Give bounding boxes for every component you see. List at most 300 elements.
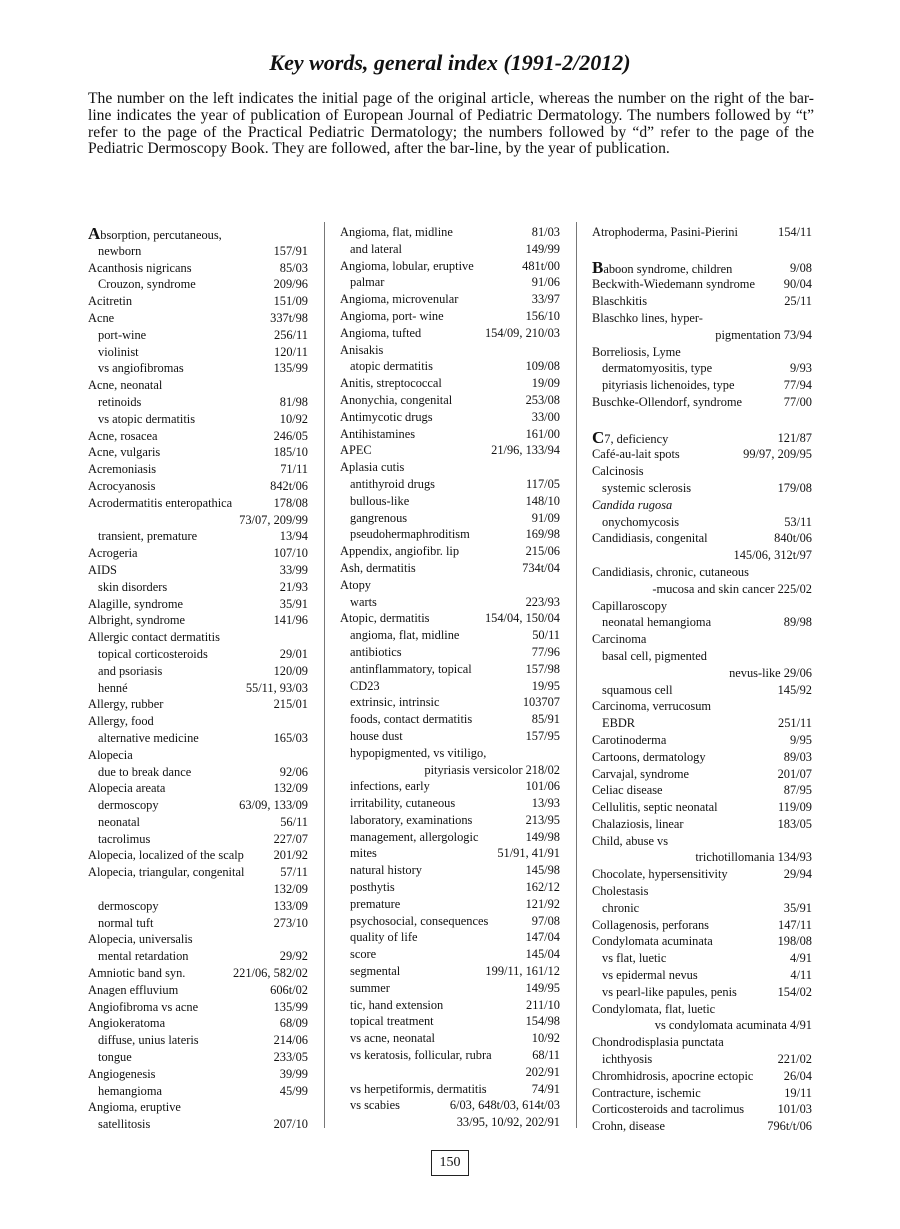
entry-term: Anisakis [340, 342, 384, 357]
entry-reference: 179/08 [777, 480, 812, 495]
section-initial: C [592, 427, 605, 447]
index-entry [592, 1051, 812, 1068]
entry-reference: nevus-like 29/06 [729, 665, 812, 680]
entry-reference: 223/93 [525, 594, 560, 609]
index-entry [340, 778, 560, 795]
entry-term: hypopigmented, vs vitiligo, [350, 745, 487, 760]
index-entry [88, 847, 308, 864]
entry-term: Café-au-lait spots [592, 447, 680, 462]
index-entry [340, 711, 560, 728]
page-title: Key words, general index (1991-2/2012) [269, 50, 631, 75]
entry-term: Acrodermatitis enteropathica [88, 495, 233, 510]
entry-term: mites [350, 846, 377, 861]
index-entry [88, 461, 308, 478]
entry-term: Acrogeria [88, 546, 138, 561]
entry-term: Angioma, tufted [340, 325, 422, 340]
entry-reference: 51/91, 41/91 [497, 846, 560, 861]
index-entry [592, 682, 812, 699]
index-entry [88, 1015, 308, 1032]
entry-term: irritability, cutaneous [350, 796, 456, 811]
entry-reference: 4/11 [790, 968, 812, 983]
entry-term: foods, contact dermatitis [350, 712, 473, 727]
entry-reference: 21/93 [279, 579, 308, 594]
entry-term: Angiokeratoma [88, 1016, 166, 1031]
index-entry [340, 493, 560, 510]
index-entry [88, 797, 308, 814]
entry-reference: 21/96, 133/94 [491, 443, 560, 458]
index-entry [88, 663, 308, 680]
entry-reference: 154/11 [778, 225, 812, 239]
index-entry [340, 661, 560, 678]
entry-term: Candidiasis, congenital [592, 531, 708, 546]
index-entry [340, 291, 560, 308]
entry-term: Crohn, disease [592, 1119, 665, 1134]
index-entry [88, 764, 308, 781]
index-entry [340, 1097, 560, 1114]
entry-reference: 337t/98 [270, 310, 308, 325]
entry-reference: 246/05 [273, 428, 308, 443]
entry-term: Angiofibroma vs acne [88, 999, 199, 1014]
index-entry [88, 999, 308, 1016]
index-entry [592, 984, 812, 1001]
entry-term: ichthyosis [602, 1052, 653, 1067]
entry-term: port-wine [98, 327, 147, 342]
entry-reference: 157/91 [273, 243, 308, 258]
entry-term: Condylomata, flat, luetic [592, 1001, 716, 1016]
entry-reference: 796t/t/06 [767, 1119, 812, 1134]
entry-reference: 68/09 [279, 1016, 308, 1031]
index-entry [340, 224, 560, 241]
page-number: 150 [431, 1150, 469, 1176]
entry-reference: 132/09 [273, 781, 308, 796]
entry-reference: 10/92 [279, 411, 308, 426]
entry-term: Candida rugosa [592, 497, 673, 512]
entry-reference: 107/10 [273, 546, 308, 561]
index-entry [592, 665, 812, 682]
index-entry [592, 749, 812, 766]
entry-term: Carcinoma [592, 632, 647, 647]
index-entry [592, 427, 812, 447]
entry-term: Collagenosis, perforans [592, 917, 709, 932]
entry-term: Chromhidrosis, apocrine ectopic [592, 1068, 754, 1083]
index-entry [592, 715, 812, 732]
index-entry [340, 459, 560, 476]
index-entry [88, 579, 308, 596]
entry-reference: 207/10 [273, 1117, 308, 1132]
entry-reference: 154/09, 210/03 [484, 325, 560, 340]
entry-term: Cholestasis [592, 884, 649, 899]
entry-term: premature [350, 896, 401, 911]
entry-term: vs angiofibromas [98, 361, 184, 376]
entry-term: Absorption, percutaneous, [88, 224, 222, 243]
entry-term: violinist [98, 344, 139, 359]
index-entry [592, 1118, 812, 1135]
index-entry [592, 446, 812, 463]
entry-term: dermoscopy [98, 798, 159, 813]
entry-reference: 45/99 [279, 1083, 308, 1098]
index-entry [592, 799, 812, 816]
entry-reference: 178/08 [273, 495, 308, 510]
index-entry [592, 344, 812, 361]
entry-term: Atopic, dermatitis [340, 611, 430, 626]
entry-reference: 141/96 [273, 613, 308, 628]
entry-term: EBDR [602, 716, 636, 731]
index-entry [88, 1083, 308, 1100]
entry-reference: 209/96 [273, 277, 308, 292]
index-entry [88, 730, 308, 747]
index-entry [340, 342, 560, 359]
index-entry [592, 514, 812, 531]
entry-term: Alopecia, universalis [88, 932, 193, 947]
entry-term: Anonychia, congenital [340, 392, 453, 407]
entry-term: transient, premature [98, 529, 198, 544]
index-entry [340, 946, 560, 963]
index-entry [88, 562, 308, 579]
index-entry [88, 881, 308, 898]
index-entry [88, 260, 308, 277]
index-entry [592, 257, 812, 277]
entry-reference: 154/04, 150/04 [484, 611, 560, 626]
entry-reference: 19/11 [784, 1085, 812, 1100]
index-entry [592, 394, 812, 411]
entry-reference: 221/06, 582/02 [232, 966, 308, 981]
entry-term: neonatal [98, 814, 140, 829]
entry-reference: 132/09 [273, 882, 308, 897]
index-entry [340, 728, 560, 745]
entry-reference: 53/11 [784, 514, 812, 529]
entry-reference: 6/03, 648t/03, 614t/03 [449, 1098, 560, 1113]
entry-reference: 77/96 [531, 644, 560, 659]
index-entry [592, 497, 812, 514]
index-entry [340, 274, 560, 291]
entry-term: vs epidermal nevus [602, 968, 698, 983]
entry-reference: 29/01 [279, 646, 308, 661]
index-entry [592, 411, 812, 428]
entry-reference: 109/08 [525, 359, 560, 374]
entry-term: extrinsic, intrinsic [350, 695, 440, 710]
entry-reference: 9/08 [789, 260, 812, 275]
index-entry [592, 530, 812, 547]
entry-term: Beckwith-Wiedemann syndrome [592, 277, 755, 292]
entry-term: CD23 [350, 678, 380, 693]
index-entry [592, 1017, 812, 1034]
entry-reference: 29/94 [783, 867, 812, 882]
entry-reference: 215/06 [525, 544, 560, 559]
entry-reference: 154/98 [525, 1014, 560, 1029]
entry-reference: 71/11 [280, 462, 308, 477]
entry-term: Baboon syndrome, children [592, 257, 733, 277]
entry-reference: 91/09 [531, 510, 560, 525]
index-entry [340, 845, 560, 862]
entry-reference: 13/94 [279, 529, 308, 544]
index-entry [88, 629, 308, 646]
entry-term: Buschke-Ollendorf, syndrome [592, 394, 743, 409]
entry-term: Amniotic band syn. [88, 966, 186, 981]
index-entry [340, 879, 560, 896]
entry-reference: 25/11 [784, 294, 812, 309]
entry-reference: 145/98 [525, 863, 560, 878]
entry-reference: 121/92 [525, 896, 560, 911]
entry-term: basal cell, pigmented [602, 648, 707, 663]
entry-reference: 201/07 [777, 766, 812, 781]
entry-term: antinflammatory, topical [350, 661, 472, 676]
entry-reference: 19/09 [531, 376, 560, 391]
entry-term: Acanthosis nigricans [88, 260, 192, 275]
index-entry [592, 276, 812, 293]
section-initial: B [592, 257, 604, 277]
entry-reference: 119/09 [778, 800, 812, 815]
entry-term: hemangioma [98, 1083, 162, 1098]
index-entry [340, 577, 560, 594]
entry-reference: 145/06, 312t/97 [733, 548, 812, 563]
index-entry [592, 377, 812, 394]
index-entry [88, 612, 308, 629]
entry-term: Angiogenesis [88, 1066, 156, 1081]
entry-reference: 165/03 [273, 730, 308, 745]
index-entry [592, 224, 812, 241]
index-entry [340, 929, 560, 946]
entry-reference: 151/09 [273, 294, 308, 309]
entry-reference: 26/04 [783, 1068, 812, 1083]
index-entry [88, 898, 308, 915]
entry-term: atopic dermatitis [350, 359, 433, 374]
entry-term: Antihistamines [340, 426, 416, 441]
index-entry [340, 678, 560, 695]
entry-term: henné [98, 680, 128, 695]
entry-term: Allergic contact dermatitis [88, 630, 220, 645]
index-entry [340, 694, 560, 711]
index-entry [88, 1116, 308, 1133]
index-entry [592, 849, 812, 866]
index-entry [592, 463, 812, 480]
entry-term: quality of life [350, 930, 418, 945]
entry-term: summer [350, 980, 390, 995]
entry-reference: 201/92 [273, 848, 308, 863]
entry-term: Ash, dermatitis [340, 560, 416, 575]
entry-term: APEC [340, 443, 372, 458]
entry-term: Calcinosis [592, 464, 644, 479]
index-entry [88, 1049, 308, 1066]
index-entry [88, 528, 308, 545]
entry-reference: 135/99 [273, 361, 308, 376]
index-column-3 [592, 224, 812, 1135]
entry-term: Acne [88, 310, 115, 325]
index-entry [88, 478, 308, 495]
entry-reference: 156/10 [525, 308, 560, 323]
entry-term: Carvajal, syndrome [592, 766, 690, 781]
index-entry [340, 442, 560, 459]
entry-reference: 103707 [522, 695, 560, 710]
entry-reference: 68/11 [532, 1048, 560, 1063]
index-entry [340, 1081, 560, 1098]
entry-reference: 33/99 [279, 562, 308, 577]
entry-reference: 211/10 [526, 997, 560, 1012]
entry-reference: 135/99 [273, 999, 308, 1014]
entry-reference: 29/92 [279, 949, 308, 964]
section-initial: A [88, 224, 101, 243]
entry-reference: 145/92 [777, 682, 812, 697]
index-entry [340, 409, 560, 426]
index-entry [88, 377, 308, 394]
entry-term: psychosocial, consequences [350, 913, 489, 928]
index-entry [340, 980, 560, 997]
index-entry [592, 933, 812, 950]
entry-term: Chondrodisplasia punctata [592, 1035, 724, 1050]
entry-reference: 121/87 [777, 430, 812, 445]
entry-reference: 63/09, 133/09 [239, 798, 308, 813]
entry-term: topical treatment [350, 1014, 434, 1029]
entry-term: angioma, flat, midline [350, 628, 460, 643]
entry-term: vs pearl-like papules, penis [602, 984, 737, 999]
index-entry [592, 293, 812, 310]
index-entry [88, 864, 308, 881]
index-entry [340, 510, 560, 527]
entry-term: diffuse, unius lateris [98, 1033, 199, 1048]
entry-reference: 77/94 [783, 378, 812, 393]
index-entry [88, 1032, 308, 1049]
entry-term: Alopecia areata [88, 781, 166, 796]
entry-term: dermoscopy [98, 898, 159, 913]
index-entry [340, 560, 560, 577]
entry-reference: 56/11 [280, 814, 308, 829]
index-entry [592, 360, 812, 377]
entry-term: Acne, vulgaris [88, 445, 161, 460]
column-divider [324, 222, 325, 1128]
entry-term: palmar [350, 275, 385, 290]
entry-term: Borreliosis, Lyme [592, 344, 681, 359]
entry-reference: pigmentation 73/94 [715, 327, 812, 342]
entry-reference: 133/09 [273, 898, 308, 913]
entry-reference: 198/08 [777, 934, 812, 949]
entry-reference: 101/06 [525, 779, 560, 794]
index-entry [88, 512, 308, 529]
index-entry [340, 325, 560, 342]
entry-term: Allergy, rubber [88, 697, 164, 712]
entry-term: Alopecia, triangular, congenital [88, 865, 245, 880]
entry-reference: 183/05 [777, 816, 812, 831]
index-entry [88, 965, 308, 982]
entry-reference: 13/93 [531, 796, 560, 811]
entry-term: alternative medicine [98, 730, 199, 745]
index-entry [592, 631, 812, 648]
index-entry [340, 1064, 560, 1081]
index-entry [88, 780, 308, 797]
entry-term: Albright, syndrome [88, 613, 186, 628]
entry-term: retinoids [98, 394, 142, 409]
index-entry [88, 428, 308, 445]
entry-reference: 147/11 [778, 917, 812, 932]
entry-reference: 9/93 [789, 361, 812, 376]
index-entry [88, 1099, 308, 1116]
entry-reference: 89/03 [783, 749, 812, 764]
entry-reference: 92/06 [279, 764, 308, 779]
index-entry [592, 241, 812, 258]
index-entry [592, 866, 812, 883]
entry-term: antithyroid drugs [350, 476, 436, 491]
entry-term: pseudohermaphroditism [350, 527, 470, 542]
entry-reference: pityriasis versicolor 218/02 [424, 762, 560, 777]
index-entry [88, 680, 308, 697]
index-entry [88, 394, 308, 411]
index-entry [88, 1066, 308, 1083]
entry-term: Anitis, streptococcal [340, 376, 442, 391]
entry-term: Candidiasis, chronic, cutaneous [592, 564, 749, 579]
entry-term: Alopecia, localized of the scalp [88, 848, 244, 863]
entry-reference: 33/97 [531, 292, 560, 307]
entry-term: house dust [350, 728, 403, 743]
entry-reference: 77/00 [783, 394, 812, 409]
entry-term: laboratory, examinations [350, 812, 473, 827]
entry-reference: 73/07, 209/99 [239, 512, 308, 527]
entry-term: vs scabies [350, 1098, 400, 1113]
entry-reference: 202/91 [525, 1064, 560, 1079]
index-entry [592, 917, 812, 934]
entry-reference: 840t/06 [774, 531, 812, 546]
entry-reference: 734t/04 [522, 560, 560, 575]
index-entry [340, 1030, 560, 1047]
index-entry [592, 967, 812, 984]
entry-reference: 145/04 [525, 947, 560, 962]
index-entry [340, 896, 560, 913]
entry-term: vs atopic dermatitis [98, 411, 196, 426]
entry-reference: 90/04 [783, 277, 812, 292]
index-entry [88, 327, 308, 344]
entry-term: Crouzon, syndrome [98, 277, 196, 292]
intro-paragraph: The number on the left indicates the initial page of the original article, whereas the number on the right of the bar-line indicates the year of publication of European Journal of Pediatric Dermatology. The numbers followed by “t” refer to the page of the Practical Pediatric Dermatology; the numbers followed by “d” refer to the page of the Pediatric Dermoscopy Book. They are followed, after the bar-line, by the year of publication. [88, 90, 814, 158]
index-entry [592, 648, 812, 665]
index-entry [340, 1013, 560, 1030]
entry-term: neonatal hemangioma [602, 615, 712, 630]
entry-reference: 251/11 [778, 716, 812, 731]
index-entry [340, 963, 560, 980]
entry-reference: 169/98 [525, 527, 560, 542]
entry-term: Carotinoderma [592, 732, 667, 747]
entry-reference: 154/02 [777, 984, 812, 999]
entry-reference: 39/99 [279, 1066, 308, 1081]
index-entry [592, 900, 812, 917]
entry-term: natural history [350, 863, 422, 878]
entry-reference: 149/99 [525, 241, 560, 256]
index-entry [88, 243, 308, 260]
entry-reference: 221/02 [777, 1052, 812, 1067]
index-entry [592, 698, 812, 715]
entry-reference: 57/11 [280, 865, 308, 880]
index-entry [88, 931, 308, 948]
index-entry [340, 762, 560, 779]
index-entry [592, 564, 812, 581]
entry-term: AIDS [88, 562, 117, 577]
index-entry [88, 948, 308, 965]
index-entry [340, 862, 560, 879]
index-entry [340, 644, 560, 661]
entry-term: Carcinoma, verrucosum [592, 699, 712, 714]
index-entry [592, 1101, 812, 1118]
entry-reference: 33/95, 10/92, 202/91 [456, 1115, 560, 1130]
index-entry [592, 950, 812, 967]
index-entry [88, 747, 308, 764]
index-entry [88, 814, 308, 831]
entry-term: Antimycotic drugs [340, 409, 433, 424]
entry-reference: 227/07 [273, 831, 308, 846]
entry-term: Acrocyanosis [88, 478, 156, 493]
entry-reference: 256/11 [274, 327, 308, 342]
index-entry [88, 360, 308, 377]
entry-term: Chocolate, hypersensitivity [592, 867, 728, 882]
entry-term: Alopecia [88, 747, 133, 762]
entry-reference: 148/10 [525, 493, 560, 508]
entry-term: Atopy [340, 577, 371, 592]
entry-term: Appendix, angiofibr. lip [340, 544, 460, 559]
